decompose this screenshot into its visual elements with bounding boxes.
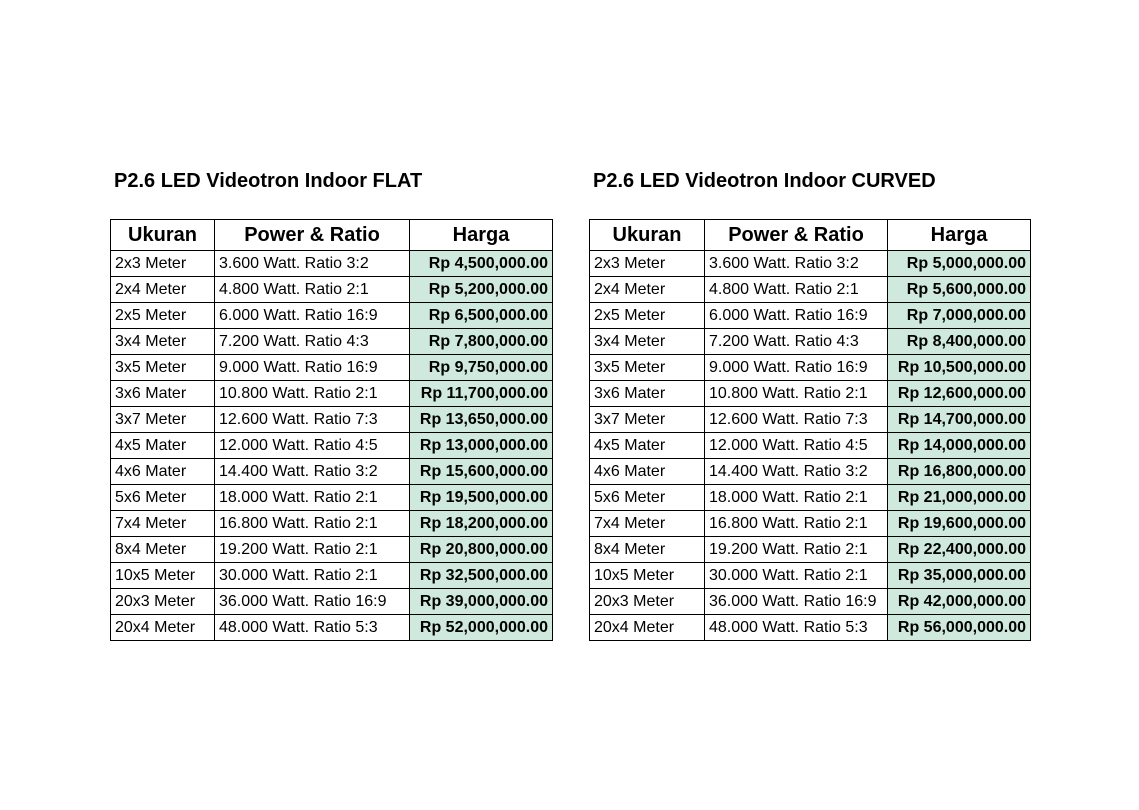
flat-power-ratio-cell: 7.200 Watt. Ratio 4:3: [215, 329, 410, 355]
flat-size-cell: 3x4 Meter: [111, 329, 215, 355]
flat-power-ratio-cell: 6.000 Watt. Ratio 16:9: [215, 303, 410, 329]
curved-power-ratio-cell: 19.200 Watt. Ratio 2:1: [705, 537, 888, 563]
flat-price-cell: Rp 39,000,000.00: [410, 589, 553, 615]
flat-table-row: [111, 459, 553, 485]
curved-table-row: [590, 407, 1031, 433]
flat-pricing-section: [110, 168, 553, 641]
flat-price-cell: Rp 15,600,000.00: [410, 459, 553, 485]
flat-table-row: [111, 511, 553, 537]
flat-price-cell: Rp 9,750,000.00: [410, 355, 553, 381]
flat-power-ratio-cell: 19.200 Watt. Ratio 2:1: [215, 537, 410, 563]
curved-price-cell: Rp 42,000,000.00: [888, 589, 1031, 615]
curved-size-cell: 3x7 Meter: [590, 407, 705, 433]
curved-size-cell: 3x4 Meter: [590, 329, 705, 355]
flat-size-cell: 4x6 Mater: [111, 459, 215, 485]
curved-price-cell: Rp 16,800,000.00: [888, 459, 1031, 485]
flat-table-body: [111, 251, 553, 641]
flat-table-header-row: [111, 220, 553, 251]
flat-power-ratio-cell: 9.000 Watt. Ratio 16:9: [215, 355, 410, 381]
curved-size-cell: 2x5 Meter: [590, 303, 705, 329]
curved-size-cell: 2x4 Meter: [590, 277, 705, 303]
flat-power-ratio-cell: 16.800 Watt. Ratio 2:1: [215, 511, 410, 537]
curved-power-ratio-cell: 10.800 Watt. Ratio 2:1: [705, 381, 888, 407]
flat-price-cell: Rp 13,650,000.00: [410, 407, 553, 433]
flat-table-row: [111, 355, 553, 381]
curved-table-header-row: [590, 220, 1031, 251]
curved-table-row: [590, 537, 1031, 563]
curved-price-cell: Rp 12,600,000.00: [888, 381, 1031, 407]
curved-size-cell: 3x5 Meter: [590, 355, 705, 381]
curved-size-cell: 5x6 Meter: [590, 485, 705, 511]
flat-price-cell: Rp 52,000,000.00: [410, 615, 553, 641]
flat-price-cell: Rp 6,500,000.00: [410, 303, 553, 329]
flat-size-cell: 2x3 Meter: [111, 251, 215, 277]
curved-size-cell: 7x4 Meter: [590, 511, 705, 537]
flat-power-ratio-cell: 10.800 Watt. Ratio 2:1: [215, 381, 410, 407]
curved-size-cell: 4x5 Mater: [590, 433, 705, 459]
curved-header-harga: Harga: [888, 220, 1031, 251]
flat-power-ratio-cell: 30.000 Watt. Ratio 2:1: [215, 563, 410, 589]
curved-size-cell: 2x3 Meter: [590, 251, 705, 277]
curved-table-row: [590, 589, 1031, 615]
flat-price-cell: Rp 19,500,000.00: [410, 485, 553, 511]
flat-table-row: [111, 329, 553, 355]
curved-table-row: [590, 251, 1031, 277]
curved-power-ratio-cell: 12.000 Watt. Ratio 4:5: [705, 433, 888, 459]
flat-size-cell: 7x4 Meter: [111, 511, 215, 537]
curved-power-ratio-cell: 4.800 Watt. Ratio 2:1: [705, 277, 888, 303]
curved-table-body: [590, 251, 1031, 641]
flat-size-cell: 20x4 Meter: [111, 615, 215, 641]
curved-table-row: [590, 563, 1031, 589]
curved-power-ratio-cell: 16.800 Watt. Ratio 2:1: [705, 511, 888, 537]
flat-table-row: [111, 485, 553, 511]
curved-table-row: [590, 433, 1031, 459]
flat-power-ratio-cell: 36.000 Watt. Ratio 16:9: [215, 589, 410, 615]
flat-price-cell: Rp 32,500,000.00: [410, 563, 553, 589]
curved-size-cell: 3x6 Mater: [590, 381, 705, 407]
flat-table-title: P2.6 LED Videotron Indoor FLAT: [114, 170, 423, 192]
flat-table-row: [111, 251, 553, 277]
curved-table-row: [590, 277, 1031, 303]
curved-pricing-table: [589, 219, 1031, 641]
flat-power-ratio-cell: 12.000 Watt. Ratio 4:5: [215, 433, 410, 459]
curved-price-cell: Rp 35,000,000.00: [888, 563, 1031, 589]
curved-price-cell: Rp 56,000,000.00: [888, 615, 1031, 641]
curved-size-cell: 10x5 Meter: [590, 563, 705, 589]
curved-price-cell: Rp 5,000,000.00: [888, 251, 1031, 277]
curved-price-cell: Rp 5,600,000.00: [888, 277, 1031, 303]
curved-price-cell: Rp 14,700,000.00: [888, 407, 1031, 433]
flat-pricing-table: [110, 219, 553, 641]
curved-price-cell: Rp 7,000,000.00: [888, 303, 1031, 329]
flat-table-row: [111, 303, 553, 329]
flat-table-row: [111, 433, 553, 459]
flat-header-power-ratio: Power & Ratio: [215, 220, 410, 251]
curved-price-cell: Rp 21,000,000.00: [888, 485, 1031, 511]
flat-size-cell: 3x6 Mater: [111, 381, 215, 407]
curved-header-ukuran: Ukuran: [590, 220, 705, 251]
flat-price-cell: Rp 18,200,000.00: [410, 511, 553, 537]
curved-price-cell: Rp 19,600,000.00: [888, 511, 1031, 537]
flat-size-cell: 8x4 Meter: [111, 537, 215, 563]
flat-price-cell: Rp 13,000,000.00: [410, 433, 553, 459]
curved-table-title: P2.6 LED Videotron Indoor CURVED: [593, 170, 936, 192]
curved-power-ratio-cell: 14.400 Watt. Ratio 3:2: [705, 459, 888, 485]
flat-table-row: [111, 277, 553, 303]
curved-table-row: [590, 303, 1031, 329]
flat-size-cell: 5x6 Meter: [111, 485, 215, 511]
curved-price-cell: Rp 22,400,000.00: [888, 537, 1031, 563]
flat-table-row: [111, 563, 553, 589]
curved-table-row: [590, 355, 1031, 381]
curved-size-cell: 20x4 Meter: [590, 615, 705, 641]
curved-table-row: [590, 381, 1031, 407]
curved-power-ratio-cell: 12.600 Watt. Ratio 7:3: [705, 407, 888, 433]
curved-pricing-section: [589, 168, 1031, 641]
curved-price-cell: Rp 14,000,000.00: [888, 433, 1031, 459]
flat-price-cell: Rp 4,500,000.00: [410, 251, 553, 277]
curved-power-ratio-cell: 6.000 Watt. Ratio 16:9: [705, 303, 888, 329]
curved-size-cell: 8x4 Meter: [590, 537, 705, 563]
curved-power-ratio-cell: 48.000 Watt. Ratio 5:3: [705, 615, 888, 641]
curved-power-ratio-cell: 7.200 Watt. Ratio 4:3: [705, 329, 888, 355]
flat-table-row: [111, 615, 553, 641]
flat-table-row: [111, 381, 553, 407]
curved-table-row: [590, 511, 1031, 537]
flat-price-cell: Rp 7,800,000.00: [410, 329, 553, 355]
flat-power-ratio-cell: 4.800 Watt. Ratio 2:1: [215, 277, 410, 303]
curved-power-ratio-cell: 9.000 Watt. Ratio 16:9: [705, 355, 888, 381]
flat-table-row: [111, 407, 553, 433]
curved-price-cell: Rp 10,500,000.00: [888, 355, 1031, 381]
curved-power-ratio-cell: 18.000 Watt. Ratio 2:1: [705, 485, 888, 511]
curved-table-row: [590, 459, 1031, 485]
flat-size-cell: 2x4 Meter: [111, 277, 215, 303]
curved-power-ratio-cell: 36.000 Watt. Ratio 16:9: [705, 589, 888, 615]
flat-header-harga: Harga: [410, 220, 553, 251]
curved-size-cell: 20x3 Meter: [590, 589, 705, 615]
flat-price-cell: Rp 5,200,000.00: [410, 277, 553, 303]
flat-size-cell: 3x5 Meter: [111, 355, 215, 381]
flat-power-ratio-cell: 12.600 Watt. Ratio 7:3: [215, 407, 410, 433]
flat-price-cell: Rp 20,800,000.00: [410, 537, 553, 563]
flat-size-cell: 2x5 Meter: [111, 303, 215, 329]
flat-size-cell: 4x5 Mater: [111, 433, 215, 459]
flat-power-ratio-cell: 14.400 Watt. Ratio 3:2: [215, 459, 410, 485]
curved-size-cell: 4x6 Mater: [590, 459, 705, 485]
curved-table-row: [590, 485, 1031, 511]
curved-power-ratio-cell: 30.000 Watt. Ratio 2:1: [705, 563, 888, 589]
flat-table-row: [111, 537, 553, 563]
curved-table-row: [590, 329, 1031, 355]
flat-size-cell: 10x5 Meter: [111, 563, 215, 589]
curved-header-power-ratio: Power & Ratio: [705, 220, 888, 251]
flat-power-ratio-cell: 3.600 Watt. Ratio 3:2: [215, 251, 410, 277]
flat-size-cell: 3x7 Meter: [111, 407, 215, 433]
flat-header-ukuran: Ukuran: [111, 220, 215, 251]
curved-price-cell: Rp 8,400,000.00: [888, 329, 1031, 355]
curved-table-row: [590, 615, 1031, 641]
flat-size-cell: 20x3 Meter: [111, 589, 215, 615]
flat-price-cell: Rp 11,700,000.00: [410, 381, 553, 407]
flat-power-ratio-cell: 18.000 Watt. Ratio 2:1: [215, 485, 410, 511]
curved-power-ratio-cell: 3.600 Watt. Ratio 3:2: [705, 251, 888, 277]
flat-table-row: [111, 589, 553, 615]
flat-power-ratio-cell: 48.000 Watt. Ratio 5:3: [215, 615, 410, 641]
